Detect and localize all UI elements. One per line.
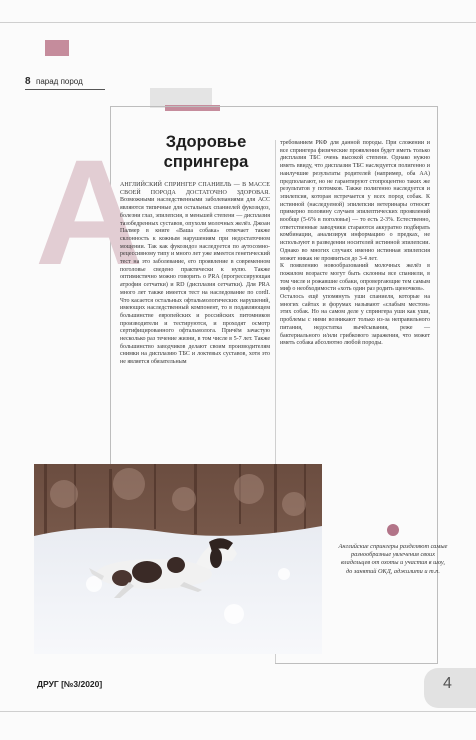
magazine-issue: ДРУГ [№3/2020] [37, 679, 103, 689]
top-divider [0, 22, 476, 23]
frame-right-line [437, 106, 438, 664]
frame-bottom-line [275, 663, 438, 664]
column-2-paragraph-1: требованием РКФ для данной породы. При сложении и все спрингера физические проявления будет иметь только дисплазия ТБС очень высокой степени. Однако нужно иметь ввиду, что дисплазия ТБС наследуется полигенно и наилучшие результаты родителей (например, оба АА) предполагают, но не гарантируют стопроцентно таких же результатов у потомков. Также полигенно наследуется и эпилепсия, которая встречается у всех пород собак. К истинной (наследуемой) эпилепсии ветеринары относят примерно половину случаев эпилептических проявлений вообще (5-6% в поголовье) — то есть 2-3%. Естественно, ответственные заводчики стараются аккуратно подбирать комбинации, анализируя информацию о предках, не используют в разведении носителей истинной эпилепсии. Однако во многих случаях именно истинная эпилепсия может никак не проявиться до 3-4 лет. [280, 140, 430, 262]
section-name: парад пород [36, 77, 83, 86]
text-column-1 [120, 182, 270, 367]
pink-accent-block [45, 40, 69, 56]
text-column-2 [280, 140, 430, 348]
drop-letter: А [35, 128, 144, 296]
photo-caption: Английские спрингеры разделяют самые разнообразные увлечения своих владельцев от охоты и участия в шоу, до занятий ОКД, аджилити и т.п. [338, 543, 448, 575]
column-2-paragraph-2: К появлению новообразований молочных желёз в пожилом возрасте могут быть склонны все спаниели, в том числе и рожавшие собаки, опровергающие тем самым миф о необходимости «хоть один раз родить щеночков». [280, 263, 430, 293]
article-title [136, 132, 276, 172]
bottom-divider [0, 711, 476, 712]
column-1-body: Возможными наследственными заболеваниями для АСС являются типичные для остальных спаниелей фукозидоз, болезни глаз, эпилепсия, в меньшей степени — дисплазия тазобедренных суставов, опухоли молочных желёз. Джоан Палмер в книге «Ваша собака» отмечает также склонность к кожным нарушениям при недостаточном мощении. Так как фукозидоз наследуется по аутосомно-рецессивному типу и много лет уже имеется генетический тест на это заболевание, его проявление в современном поголовье сведено практически к нулю. Также оптимистично можно говорить о PRA (прогрессирующая атрофия сетчатки) и RD (дисплазия сетчатки). Для PRA много лет также имеется тест на наследование по cordI. Что касается остальных офтальмологических нарушений, имеющих наследственный компонент, то в подавляющем большинстве европейских и российских питомников производители и тестируются, и проходят осмотр сертифицированного офтальмолога. Причём зачастую несколько раз течение жизни, в том числе в 5-7 лет. Также большинство заводчиков делают своим производителям снимки на дисплазию ТБС и локтевых суставов, хотя это не является обязательным [120, 197, 270, 366]
frame-top-line [110, 106, 438, 107]
title-line-2: спрингера [163, 153, 249, 171]
section-number: 8 [25, 76, 31, 87]
title-line-1: Здоровье [165, 133, 247, 151]
section-rule [25, 89, 105, 90]
article-lead: АНГЛИЙСКИЙ СПРИНГЕР СПАНИЕЛЬ — В МАССЕ СВОЕЙ ПОРОДА ДОСТАТОЧНО ЗДОРОВАЯ. [120, 182, 270, 196]
column-2-paragraph-3: Осталось ещё упомянуть уши спаниеля, которые на многих сайтах и форумах называют «слабым местом» этих собак. Но на самом деле у спрингера уши как уши, проблемы с ними возникают только из-за неправильного питания, недостатка вычёсывания, реже — бактериального и/или грибкового заражения, что может иметь собака абсолютно любой породы. [280, 294, 430, 347]
springer-photo [34, 464, 322, 654]
page-number: 4 [443, 675, 452, 692]
caption-bullet [387, 524, 399, 536]
